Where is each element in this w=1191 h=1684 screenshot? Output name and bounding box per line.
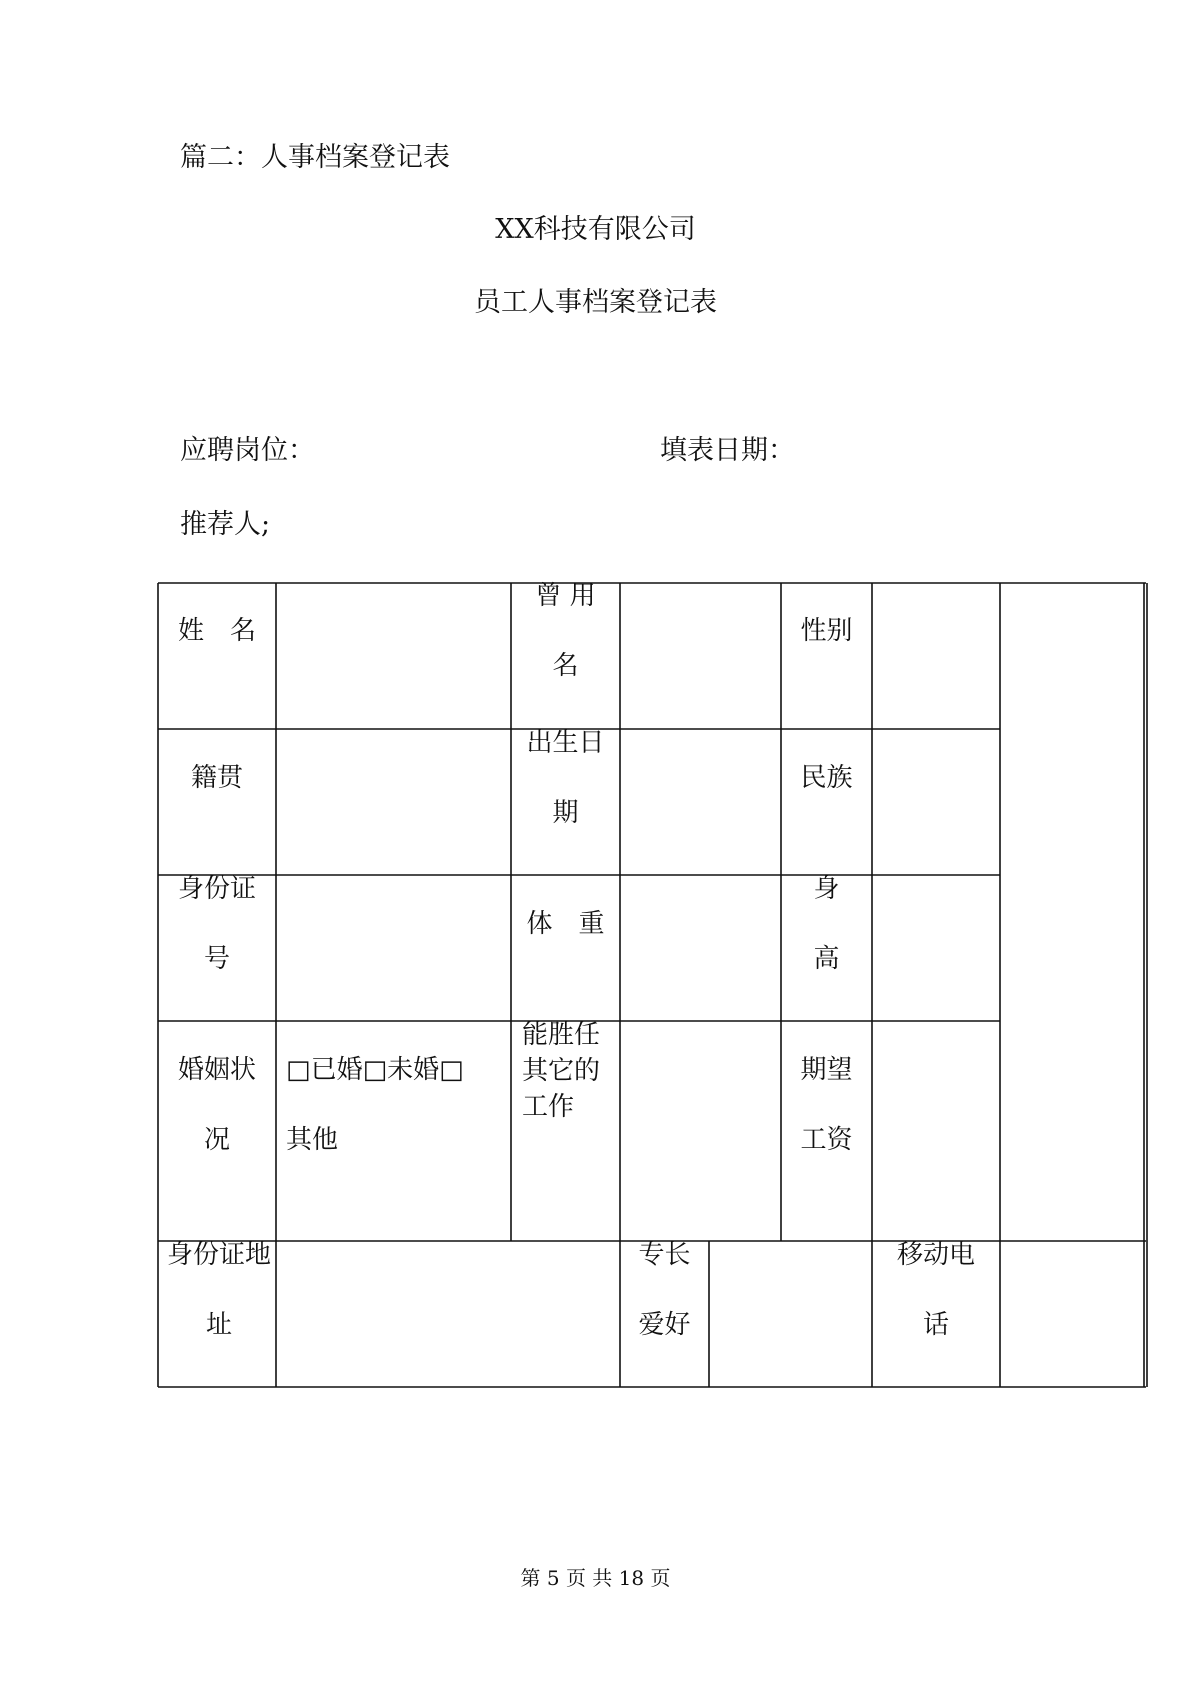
id-address-label: 身份证地 址 bbox=[166, 1240, 271, 1340]
date-label: 填表日期： bbox=[660, 435, 795, 466]
gender-label: 性别 bbox=[800, 616, 853, 646]
ethnicity-label: 民族 bbox=[800, 763, 853, 793]
birth-date-label: 出生日 期 bbox=[526, 728, 605, 828]
alias-label: 曾 用 名 bbox=[535, 581, 596, 681]
position-label: 应聘岗位： bbox=[180, 435, 315, 466]
company-name: XX科技有限公司 bbox=[495, 214, 696, 245]
page-footer: 第 5 页 共 18 页 bbox=[520, 1566, 671, 1590]
weight-label: 体 重 bbox=[526, 909, 605, 939]
id-number-label: 身份证 号 bbox=[177, 874, 256, 974]
marital-status-options[interactable]: □已婚□未婚□ 其他 bbox=[286, 1055, 464, 1155]
marital-status-label: 婚姻状 况 bbox=[177, 1055, 256, 1155]
form-title: 员工人事档案登记表 bbox=[474, 287, 717, 318]
native-place-label: 籍贯 bbox=[190, 763, 243, 793]
mobile-label: 移动电 话 bbox=[896, 1240, 975, 1340]
height-label: 身 高 bbox=[813, 874, 840, 974]
other-work-label: 能胜任 其它的 工作 bbox=[522, 1020, 601, 1122]
referrer-label: 推荐人; bbox=[180, 509, 271, 540]
name-label: 姓 名 bbox=[177, 616, 256, 646]
section-title: 篇二：人事档案登记表 bbox=[180, 142, 450, 173]
hobby-label: 专长 爱好 bbox=[638, 1240, 691, 1340]
expected-salary-label: 期望 工资 bbox=[800, 1055, 853, 1155]
